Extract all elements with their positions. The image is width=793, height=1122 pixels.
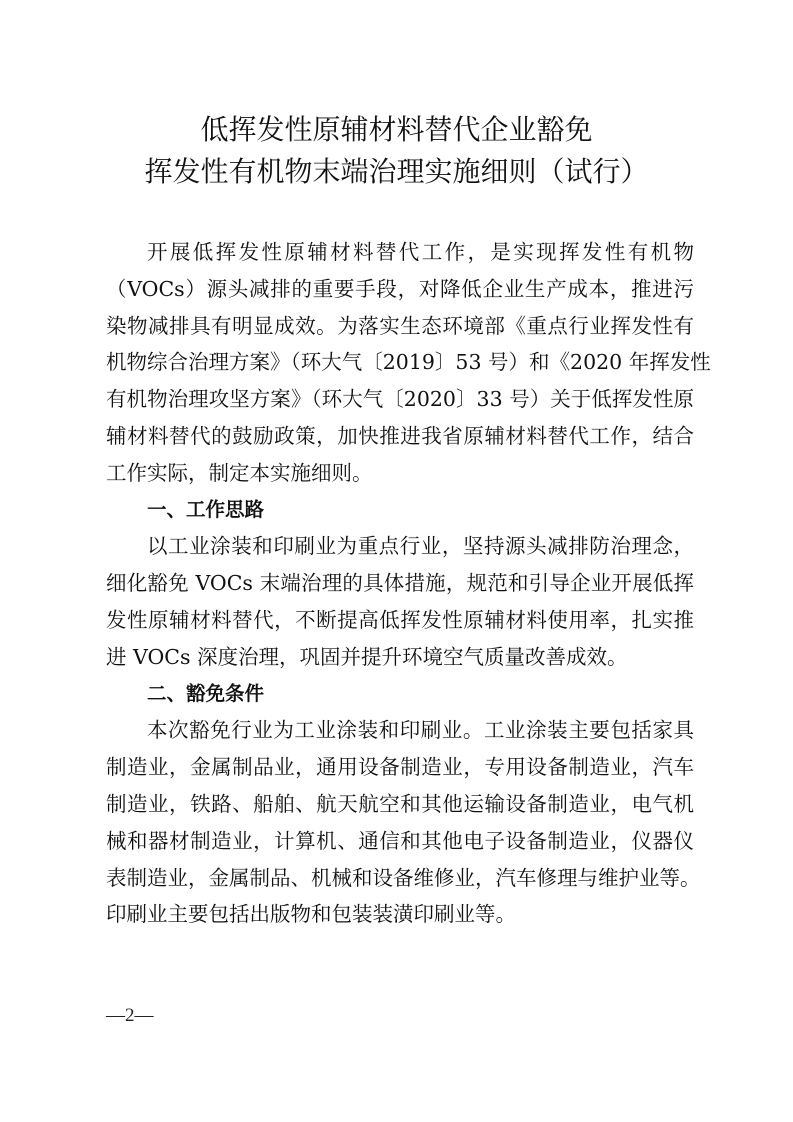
section1-paragraph-line: 进 VOCs 深度治理，巩固并提升环境空气质量改善成效。 <box>106 644 628 669</box>
section1-paragraph-line: 以工业涂装和印刷业为重点行业，坚持源头减排防治理念， <box>147 534 694 559</box>
section2-paragraph-line: 表制造业，金属制品、机械和设备维修业，汽车修理与维护业等。 <box>106 865 701 890</box>
section-heading-work-approach: 一、工作思路 <box>147 497 265 521</box>
page-number: —2— <box>106 1005 154 1026</box>
section2-paragraph-line: 制造业，金属制品业，通用设备制造业，专用设备制造业，汽车 <box>106 755 694 780</box>
intro-paragraph-line: 染物减排具有明显成效。为落实生态环境部《重点行业挥发性有 <box>106 313 694 338</box>
section2-paragraph-line: 本次豁免行业为工业涂装和印刷业。工业涂装主要包括家具 <box>147 718 694 743</box>
section2-paragraph-line: 械和器材制造业，计算机、通信和其他电子设备制造业，仪器仪 <box>106 828 694 853</box>
document-title-line-2: 挥发性有机物末端治理实施细则（试行） <box>144 155 649 188</box>
intro-paragraph-line: 工作实际，制定本实施细则。 <box>106 460 373 485</box>
section1-paragraph-line: 发性原辅材料替代，不断提高低挥发性原辅材料使用率，扎实推 <box>106 607 694 632</box>
section2-paragraph-line: 印刷业主要包括出版物和包装装潢印刷业等。 <box>106 902 516 927</box>
intro-paragraph-line: 开展低挥发性原辅材料替代工作，是实现挥发性有机物 <box>147 240 694 264</box>
document-title-line-1: 低挥发性原辅材料替代企业豁免 <box>200 113 593 146</box>
document-body <box>106 234 711 933</box>
intro-paragraph-line: 机物综合治理方案》（环大气〔2019〕53 号）和《2020 年挥发性 <box>106 350 711 375</box>
section1-paragraph-line: 细化豁免 VOCs 末端治理的具体措施，规范和引导企业开展低挥 <box>106 571 694 596</box>
intro-paragraph-line: （VOCs）源头减排的重要手段，对降低企业生产成本，推进污 <box>106 276 694 301</box>
intro-paragraph-line: 有机物治理攻坚方案》（环大气〔2020〕33 号）关于低挥发性原 <box>106 387 694 412</box>
section-heading-exemption-conditions: 二、豁免条件 <box>147 681 265 705</box>
intro-paragraph-line: 辅材料替代的鼓励政策，加快推进我省原辅材料替代工作，结合 <box>106 423 694 448</box>
section2-paragraph-line: 制造业，铁路、船舶、航天航空和其他运输设备制造业，电气机 <box>106 791 694 816</box>
